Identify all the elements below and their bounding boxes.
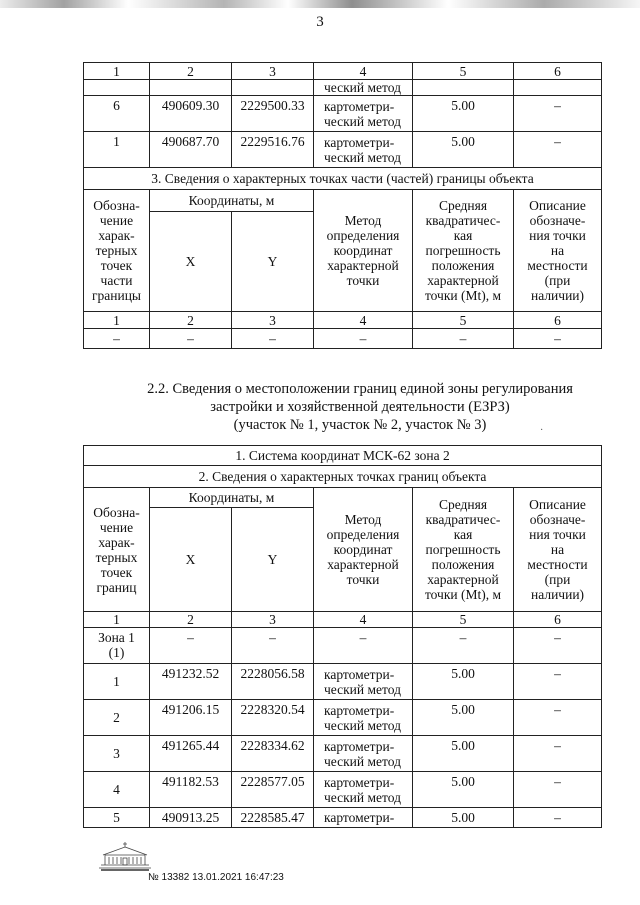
document-footer: № 13382 13.01.2021 16:47:23 <box>148 872 284 883</box>
table-row: 4 491182.53 2228577.05 картометри- ческий метод 5.00 – <box>84 772 602 808</box>
table-row: 2 491206.15 2228320.54 картометри- ческий метод 5.00 – <box>84 700 602 736</box>
method-header: Метод определения координат характерной точки <box>314 190 413 312</box>
table-header: X Y <box>84 508 602 612</box>
section-title: 3. Сведения о характерных точках части (частей) границы объекта <box>84 168 602 190</box>
table-row: 1 490687.70 2229516.76 картометри- ческий метод 5.00 – <box>84 132 602 168</box>
table-row: 6 490609.30 2229500.33 картометри- ческий метод 5.00 – <box>84 96 602 132</box>
table-row: 1 2 3 4 5 6 <box>84 312 602 329</box>
table-row: 1 491232.52 2228056.58 картометри- ческий метод 5.00 – <box>84 664 602 700</box>
table-row: ческий метод <box>84 80 602 96</box>
designation-header: Обозна- чение харак- терных точек границ <box>84 488 150 612</box>
accuracy-header: Средняя квадратичес- кая погрешность положения характерной точки (Mt), м <box>413 488 514 612</box>
scan-edge <box>0 0 640 8</box>
description-header: Описание обозначе- ния точки на местности (при наличии) <box>514 488 602 612</box>
table-header: X Y <box>84 212 602 312</box>
table-row: 1 2 3 4 5 6 <box>84 63 602 80</box>
table-row: 3 491265.44 2228334.62 картометри- ческий метод 5.00 – <box>84 736 602 772</box>
section-title: 1. Система координат МСК-62 зона 2 <box>84 446 602 466</box>
building-stamp-icon <box>95 838 155 872</box>
table-row: 5 490913.25 2228585.47 картометри- 5.00 – <box>84 808 602 828</box>
coords-header: Координаты, м <box>150 190 314 212</box>
table-header <box>84 190 602 212</box>
table-header <box>84 488 602 508</box>
accuracy-header: Средняя квадратичес- кая погрешность положения характерной точки (Mt), м <box>413 190 514 312</box>
section-heading: 2.2. Сведения о местоположении границ единой зоны регулирования застройки и хозяйственной деятельности (ЕЗРЗ) (участок № 1, участок № 2, участок № 3) <box>147 381 573 433</box>
section-title: 2. Сведения о характерных точках границ объекта <box>84 466 602 488</box>
points-table-1 <box>83 62 602 349</box>
page-number: 3 <box>316 14 324 30</box>
scan-mark: · <box>540 425 544 436</box>
designation-header: Обозна- чение харак- терных точек части границы <box>84 190 150 312</box>
table-row: 1 2 3 4 5 6 <box>84 612 602 628</box>
method-header: Метод определения координат характерной точки <box>314 488 413 612</box>
description-header: Описание обозначе- ния точки на местности (при наличии) <box>514 190 602 312</box>
table-row: – – – – – – <box>84 329 602 349</box>
coords-header: Координаты, м <box>150 488 314 508</box>
points-table-2 <box>83 445 602 828</box>
zone-row: Зона 1 (1) – – – – – <box>84 628 602 664</box>
